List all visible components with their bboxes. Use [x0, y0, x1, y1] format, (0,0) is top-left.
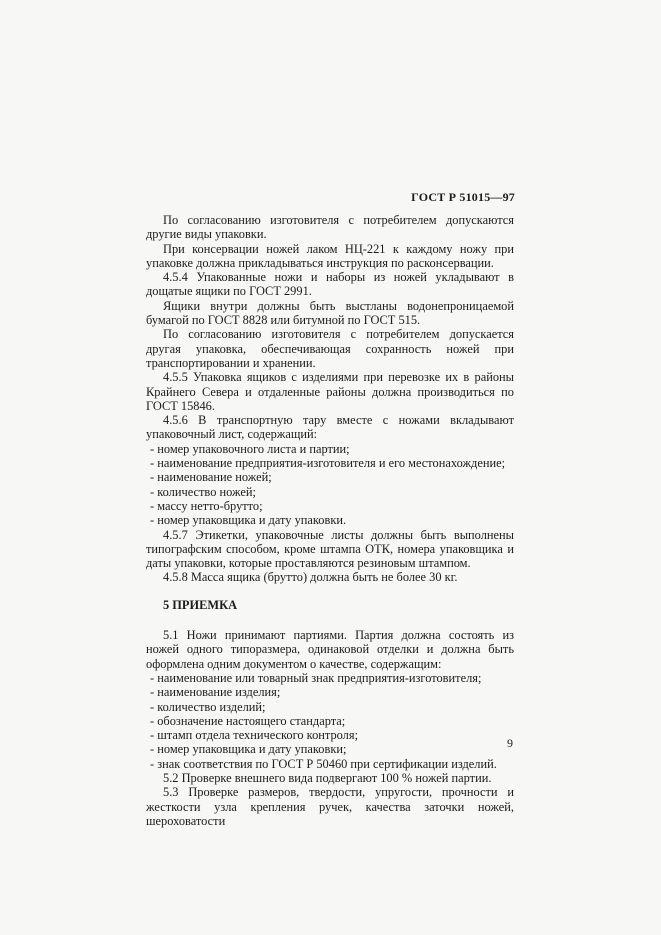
clause-4-5-7: 4.5.7 Этикетки, упаковочные листы должны быть выполнены типографским способом, кроме штампа ОТК, номера упаковщика и даты упаковки, которые проставляются резиновым штампом. [146, 527, 514, 571]
paragraph: При консервации ножей лаком НЦ-221 к каждому ножу при упаковке должна прикладываться инструкция по расконсервации. [146, 241, 514, 270]
clause-4-5-4: 4.5.4 Упакованные ножи и наборы из ножей укладывают в дощатые ящики по ГОСТ 2991. [146, 270, 514, 299]
document-code-header: ГОСТ Р 51015—97 [411, 190, 515, 204]
list-item: - наименование изделия; [146, 685, 514, 699]
list-item: - номер упаковочного листа и партии; [146, 442, 514, 456]
list-item: - номер упаковщика и дату упаковки. [146, 513, 514, 527]
clause-5-2: 5.2 Проверке внешнего вида подвергают 100 % ножей партии. [163, 770, 492, 785]
section-title: 5 ПРИЕМКА [163, 597, 238, 612]
paragraph: По согласованию изготовителя с потребителем допускается другая упаковка, обеспечивающая сохранность ножей при транспортировании и хранении. [146, 327, 514, 370]
list-item: - наименование или товарный знак предприятия-изготовителя; [146, 671, 514, 685]
list-item: - количество изделий; [146, 700, 514, 714]
paragraph: Ящики внутри должны быть выстланы водонепроницаемой бумагой по ГОСТ 8828 или битумной по ГОСТ 515. [146, 298, 514, 328]
list-item: - знак соответствия по ГОСТ Р 50460 при сертификации изделий. [146, 757, 514, 771]
list-item: - штамп отдела технического контроля; [146, 728, 514, 742]
clause-4-5-5: 4.5.5 Упаковка ящиков с изделиями при перевозке их в районы Крайнего Севера и отдаленные районы должна производиться по ГОСТ 15846. [146, 370, 514, 413]
list-item: - массу нетто-брутто; [146, 499, 514, 513]
clause-5-3: 5.3 Проверке размеров, твердости, упругости, прочности и жесткости узла крепления ручек, качества заточки ножей, шероховатости [146, 785, 514, 828]
clause-4-5-8: 4.5.8 Масса ящика (брутто) должна быть не более 30 кг. [163, 570, 458, 585]
packing-list-items [146, 442, 514, 528]
clause-4-5-6: 4.5.6 В транспортную тару вместе с ножами вкладывают упаковочный лист, содержащий: [146, 413, 514, 442]
list-item: - наименование ножей; [146, 470, 514, 484]
document-body [146, 213, 514, 828]
paragraph: По согласованию изготовителя с потребителем допускаются другие виды упаковки. [146, 213, 514, 242]
list-item: - обозначение настоящего стандарта; [146, 714, 514, 728]
list-item: - номер упаковщика и дату упаковки; [146, 742, 514, 756]
list-item: - наименование предприятия-изготовителя и его местонахождение; [146, 456, 514, 470]
list-item: - количество ножей; [146, 485, 514, 499]
clause-5-1: 5.1 Ножи принимают партиями. Партия должна состоять из ножей одного типоразмера, одинаковой отделки и должна быть оформлена одним документом о качестве, содержащим: [146, 628, 514, 671]
page-number: 9 [507, 736, 513, 750]
quality-document-items [146, 671, 514, 771]
